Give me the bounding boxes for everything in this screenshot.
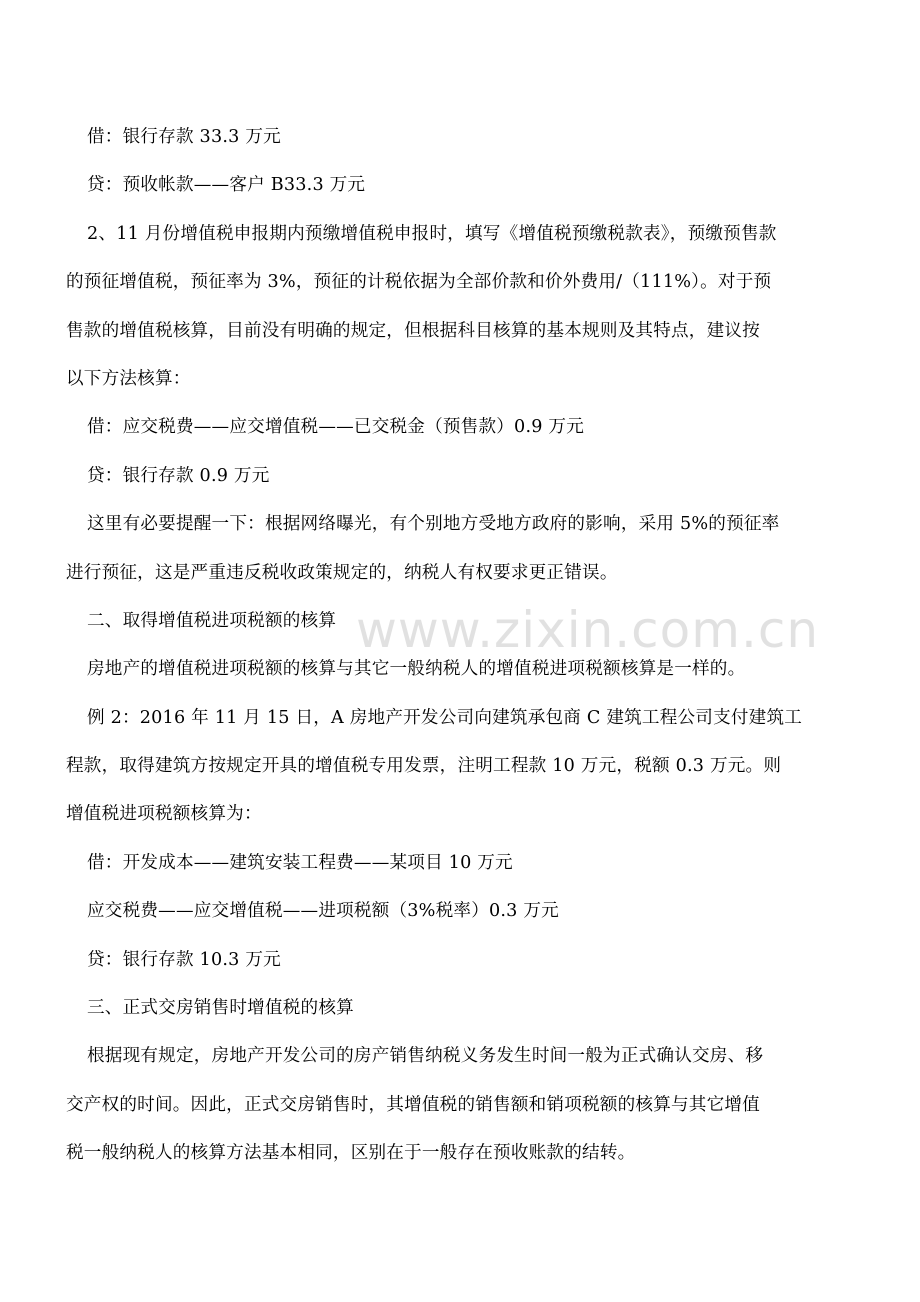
credit-entry-line: 贷：银行存款 10.3 万元 [87,949,281,970]
credit-entry-line: 贷：银行存款 0.9 万元 [87,465,270,486]
debit-entry-line: 借：开发成本——建筑安装工程费——某项目 10 万元 [87,852,513,873]
paragraph-line: 以下方法核算： [66,368,191,389]
watermark: www.zixin.com.cn [356,601,820,659]
paragraph-line: 房地产的增值税进项税额的核算与其它一般纳税人的增值税进项税额核算是一样的。 [87,659,746,680]
paragraph-line: 增值税进项税额核算为： [66,804,262,825]
paragraph-line: 交产权的时间。因此，正式交房销售时，其增值税的销售额和销项税额的核算与其它增值 [66,1094,760,1115]
paragraph-line: 的预征增值税，预征率为 3%，预征的计税依据为全部价款和价外费用/（111%）。对于预 [66,272,772,293]
paragraph-line: 这里有必要提醒一下：根据网络曝光，有个别地方受地方政府的影响，采用 5%的预征率 [87,514,780,535]
paragraph-line: 2、11 月份增值税申报期内预缴增值税申报时，填写《增值税预缴税款表》，预缴预售款 [87,223,777,244]
paragraph-line: 根据现有规定，房地产开发公司的房产销售纳税义务发生时间一般为正式确认交房、移 [87,1046,764,1067]
credit-entry-line: 贷：预收帐款——客户 B33.3 万元 [87,175,366,196]
debit-entry-line: 借：应交税费——应交增值税——已交税金（预售款）0.9 万元 [87,417,585,438]
paragraph-line: 售款的增值税核算，目前没有明确的规定，但根据科目核算的基本规则及其特点，建议按 [66,320,760,341]
debit-entry-line: 应交税费——应交增值税——进项税额（3%税率）0.3 万元 [87,901,559,922]
example-line: 例 2：2016 年 11 月 15 日，A 房地产开发公司向建筑承包商 C 建筑工程公司支付建筑工 [87,707,803,728]
paragraph-line: 税一般纳税人的核算方法基本相同，区别在于一般存在预收账款的结转。 [66,1143,636,1164]
section-heading: 二、取得增值税进项税额的核算 [87,610,337,631]
debit-entry-line: 借：银行存款 33.3 万元 [87,127,281,147]
paragraph-line: 进行预征，这是严重违反税收政策规定的，纳税人有权要求更正错误。 [66,562,618,583]
section-heading: 三、正式交房销售时增值税的核算 [87,998,354,1019]
paragraph-line: 程款，取得建筑方按规定开具的增值税专用发票，注明工程款 10 万元，税额 0.3 万元。则 [66,756,782,777]
document-body [66,113,856,1178]
